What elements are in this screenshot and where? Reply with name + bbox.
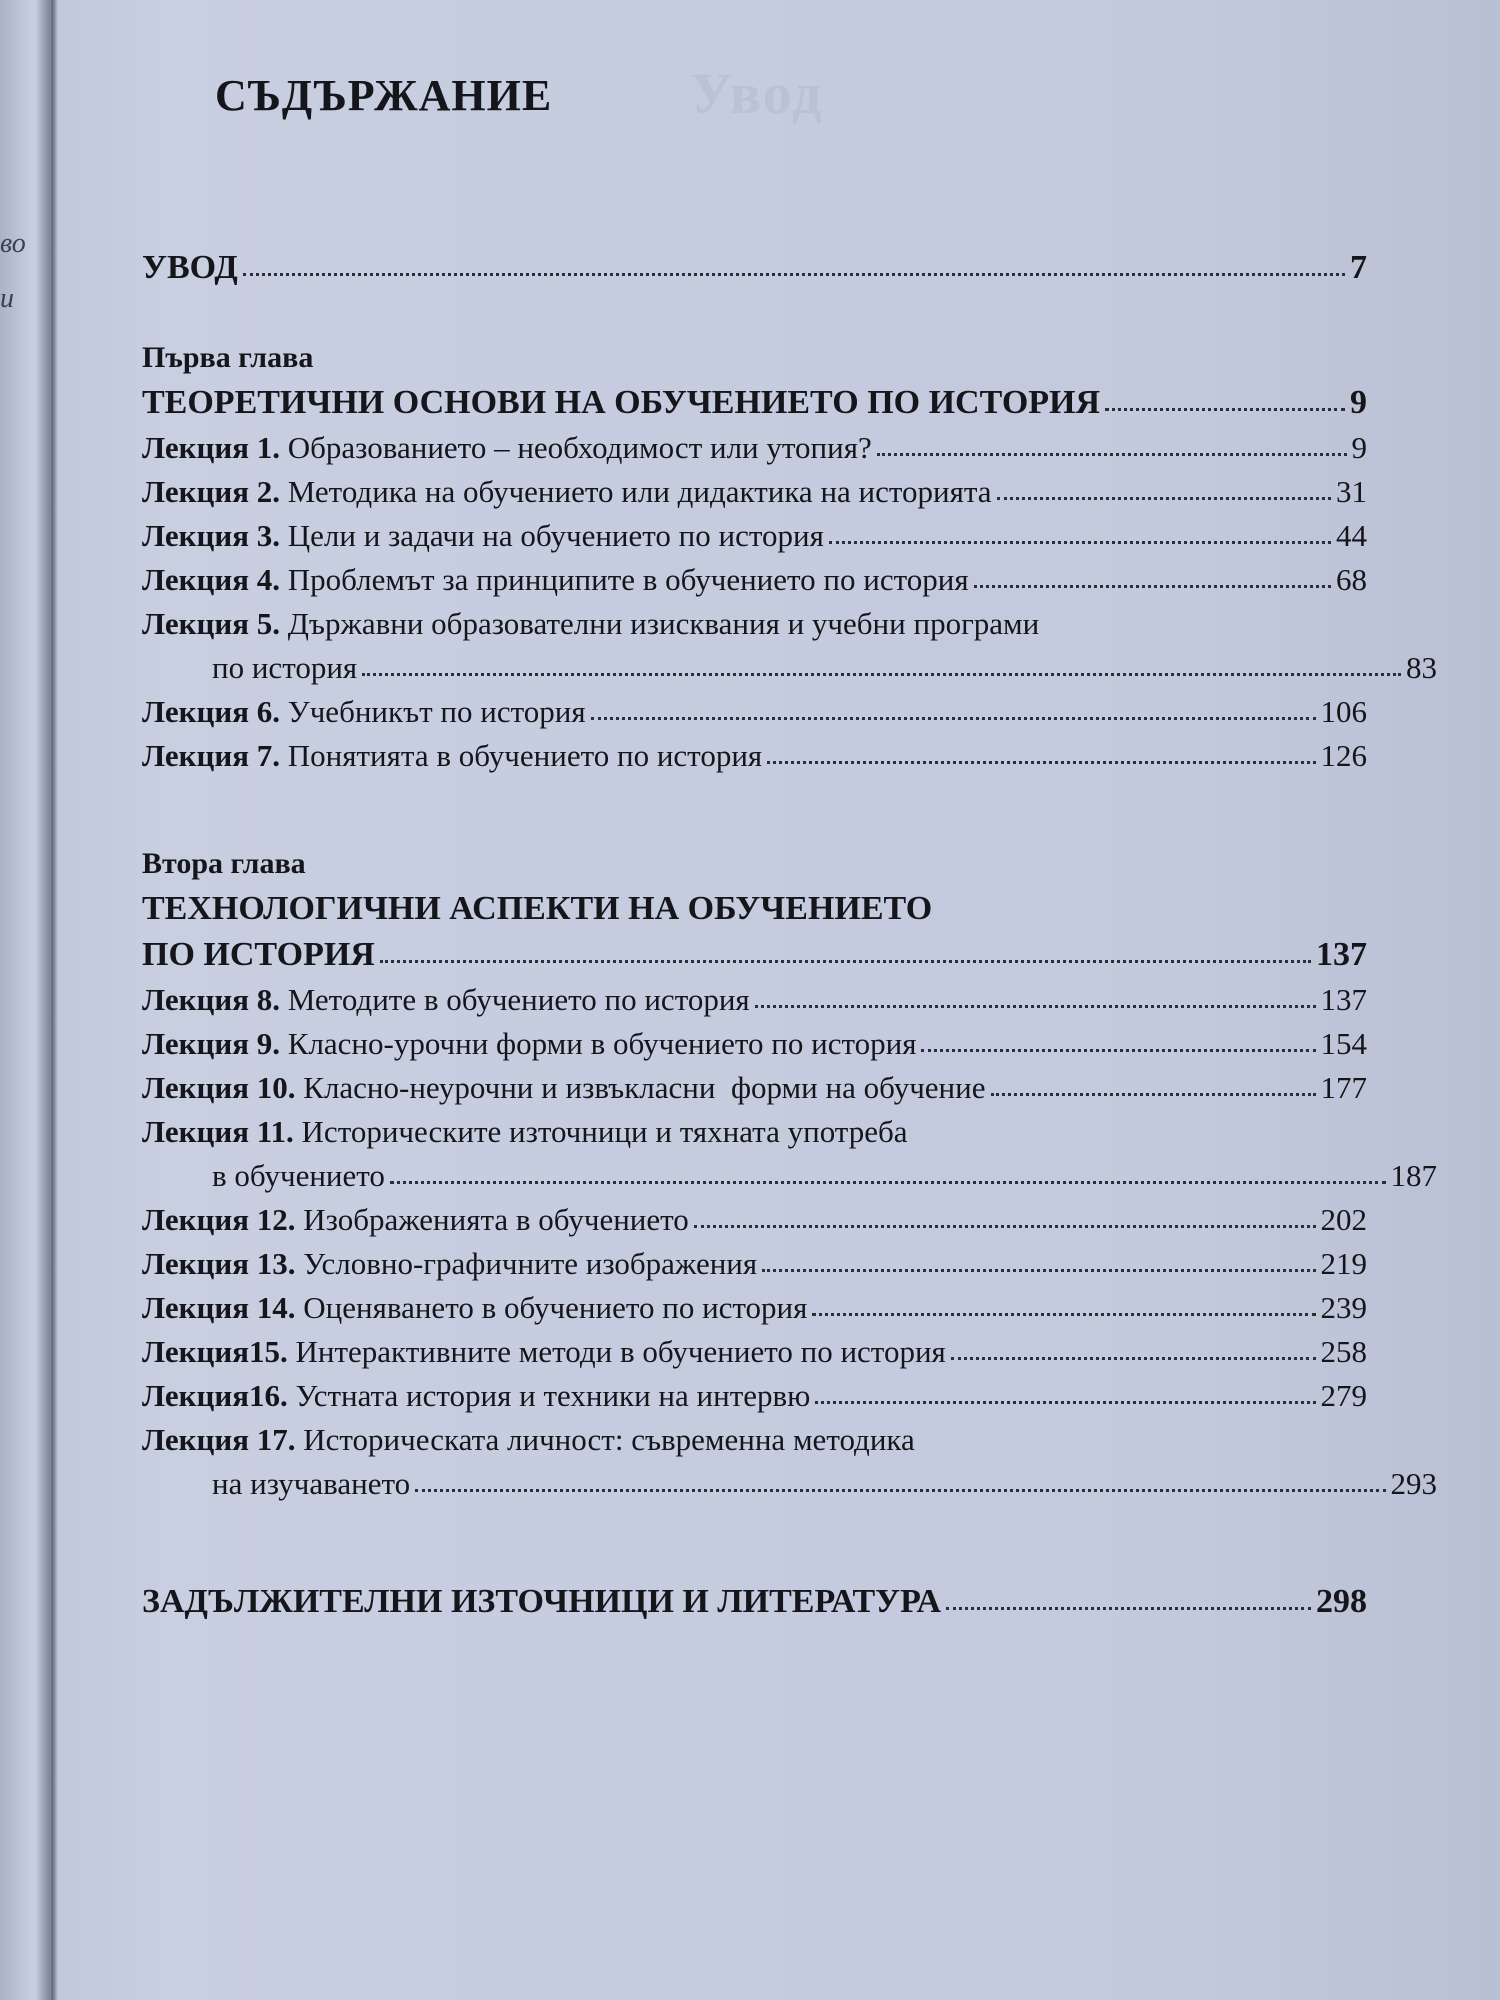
chapter-heading: [142, 380, 1367, 426]
lecture-title: Понятията в обучението по история: [287, 738, 763, 773]
dot-leader: [591, 717, 1316, 720]
dot-leader: [415, 1489, 1385, 1492]
toc-page-number: 298: [1316, 1583, 1367, 1620]
lecture-title: Държавни образователни изисквания и учебни програми: [287, 606, 1040, 641]
chapter-title: ТЕОРЕТИЧНИ ОСНОВИ НА ОБУЧЕНИЕТО ПО ИСТОРИЯ: [142, 384, 1101, 421]
facing-page-text-fragment: и: [0, 283, 14, 314]
dot-leader: [1105, 408, 1345, 411]
toc-page-number: 279: [1320, 1378, 1367, 1413]
lecture-number: Лекция 2.: [142, 474, 281, 509]
lecture-number: Лекция 10.: [142, 1070, 296, 1105]
toc-entry-first-line: [142, 602, 1367, 646]
toc-intro-section: [142, 246, 1367, 290]
toc-entry: [142, 1286, 1367, 1330]
toc-entry-bibliography: [142, 1580, 1367, 1624]
dot-leader: [997, 497, 1331, 500]
lecture-number: Лекция 5.: [142, 606, 281, 641]
toc-entry: [142, 558, 1367, 602]
toc-entry: [142, 1242, 1367, 1286]
toc-entry: [142, 426, 1367, 470]
dot-leader: [829, 541, 1331, 544]
lecture-number: Лекция 13.: [142, 1246, 296, 1281]
lecture-number: Лекция 6.: [142, 694, 281, 729]
toc-page-number: 137: [1316, 936, 1367, 973]
lecture-title: Методика на обучението или дидактика на историята: [287, 474, 992, 509]
toc-page-number: 219: [1320, 1246, 1367, 1281]
chapter-label: Първа глава: [142, 341, 314, 374]
toc-page-number: 154: [1320, 1026, 1367, 1061]
toc-entry-continuation: [142, 1462, 1437, 1506]
toc-page-number: 44: [1336, 518, 1367, 553]
dot-leader: [812, 1313, 1315, 1316]
dot-leader: [243, 273, 1345, 276]
lecture-title: Оценяването в обучението по история: [303, 1290, 808, 1325]
dot-leader: [767, 761, 1315, 764]
lecture-title: Образованието – необходимост или утопия?: [287, 430, 872, 465]
dot-leader: [380, 960, 1311, 963]
lecture-title: Методите в обучението по история: [287, 982, 750, 1017]
lecture-title: Устната история и техники на интервю: [295, 1378, 811, 1413]
dot-leader: [974, 585, 1331, 588]
chapter-heading: [142, 932, 1367, 978]
lecture-number: Лекция 9.: [142, 1026, 281, 1061]
toc-entry: [142, 1066, 1367, 1110]
toc-entry: [142, 1198, 1367, 1242]
toc-page-number: 187: [1390, 1158, 1437, 1193]
toc-bibliography-section: [142, 1580, 1367, 1624]
toc-page-number: 293: [1390, 1466, 1437, 1501]
lecture-title: Историческите източници и тяхната употреба: [301, 1114, 908, 1149]
toc-entry: [142, 1330, 1367, 1374]
toc-entry-continuation: [142, 646, 1437, 690]
lecture-number: Лекция 8.: [142, 982, 281, 1017]
dot-leader: [921, 1049, 1315, 1052]
lecture-number: Лекция 17.: [142, 1422, 296, 1457]
toc-page-number: 106: [1320, 694, 1367, 729]
toc-entry: [142, 978, 1367, 1022]
dot-leader: [946, 1607, 1311, 1610]
lecture-number: Лекция 4.: [142, 562, 281, 597]
dot-leader: [951, 1357, 1316, 1360]
toc-entry: [142, 734, 1367, 778]
lecture-number: Лекция16.: [142, 1378, 288, 1413]
toc-page-number: 126: [1320, 738, 1367, 773]
lecture-title: Изображенията в обучението: [303, 1202, 689, 1237]
dot-leader: [390, 1181, 1386, 1184]
dot-leader: [694, 1225, 1316, 1228]
toc-page-number: 202: [1320, 1202, 1367, 1237]
lecture-number: Лекция 7.: [142, 738, 281, 773]
toc-page-number: 9: [1350, 384, 1367, 421]
lecture-number: Лекция 3.: [142, 518, 281, 553]
toc-entry: [142, 690, 1367, 734]
toc-entry-intro: [142, 246, 1367, 290]
toc-entry: [142, 1374, 1367, 1418]
toc-page-number: 68: [1336, 562, 1367, 597]
toc-entry-title: ЗАДЪЛЖИТЕЛНИ ИЗТОЧНИЦИ И ЛИТЕРАТУРА: [142, 1583, 942, 1620]
dot-leader: [762, 1269, 1315, 1272]
lecture-title: Проблемът за принципите в обучението по история: [287, 562, 969, 597]
chapter-label: Втора глава: [142, 847, 306, 880]
lecture-title: Класно-неурочни и извъкласни форми на обучение: [303, 1070, 986, 1105]
lecture-number: Лекция 12.: [142, 1202, 296, 1237]
toc-page-number: 83: [1406, 650, 1437, 685]
toc-page-number: 258: [1320, 1334, 1367, 1369]
toc-entry: [142, 1022, 1367, 1066]
dot-leader: [815, 1401, 1315, 1404]
chapter-title-continuation: ПО ИСТОРИЯ: [142, 936, 375, 973]
lecture-title: Класно-урочни форми в обучението по история: [287, 1026, 917, 1061]
lecture-title: Интерактивните методи в обучението по история: [295, 1334, 946, 1369]
lecture-title-continuation: по история: [212, 650, 358, 685]
page-title: СЪДЪРЖАНИЕ: [215, 71, 553, 120]
toc-page-number: 239: [1320, 1290, 1367, 1325]
lecture-number: Лекция 11.: [142, 1114, 294, 1149]
lecture-number: Лекция 1.: [142, 430, 281, 465]
dot-leader: [877, 453, 1347, 456]
dot-leader: [991, 1093, 1316, 1096]
lecture-title: Условно-графичните изображения: [303, 1246, 758, 1281]
toc-entry-title: УВОД: [142, 249, 238, 286]
toc-entry: [142, 470, 1367, 514]
dot-leader: [362, 673, 1401, 676]
lecture-title-continuation: в обучението: [212, 1158, 385, 1193]
toc-page-number: 137: [1320, 982, 1367, 1017]
toc-page-number: 177: [1320, 1070, 1367, 1105]
facing-page-text-fragment: во: [0, 228, 26, 259]
chapter-title: ТЕХНОЛОГИЧНИ АСПЕКТИ НА ОБУЧЕНИЕТО: [142, 890, 933, 927]
toc-entry: [142, 514, 1367, 558]
toc-page-number: 31: [1336, 474, 1367, 509]
toc-entry-first-line: [142, 1418, 1367, 1462]
lecture-title: Цели и задачи на обучението по история: [287, 518, 824, 553]
lecture-number: Лекция 14.: [142, 1290, 296, 1325]
toc-chapter-2: [142, 842, 1437, 1506]
toc-page-number: 7: [1350, 249, 1367, 286]
toc-page-number: 9: [1351, 430, 1367, 465]
show-through-heading: Увод: [690, 61, 824, 126]
toc-entry-continuation: [142, 1154, 1437, 1198]
lecture-title: Учебникът по история: [287, 694, 586, 729]
lecture-number: Лекция15.: [142, 1334, 288, 1369]
lecture-title-continuation: на изучаването: [212, 1466, 411, 1501]
toc-entry-first-line: [142, 1110, 1367, 1154]
dot-leader: [755, 1005, 1316, 1008]
lecture-title: Историческата личност: съвременна методика: [303, 1422, 915, 1457]
toc-chapter-1: [142, 336, 1437, 778]
